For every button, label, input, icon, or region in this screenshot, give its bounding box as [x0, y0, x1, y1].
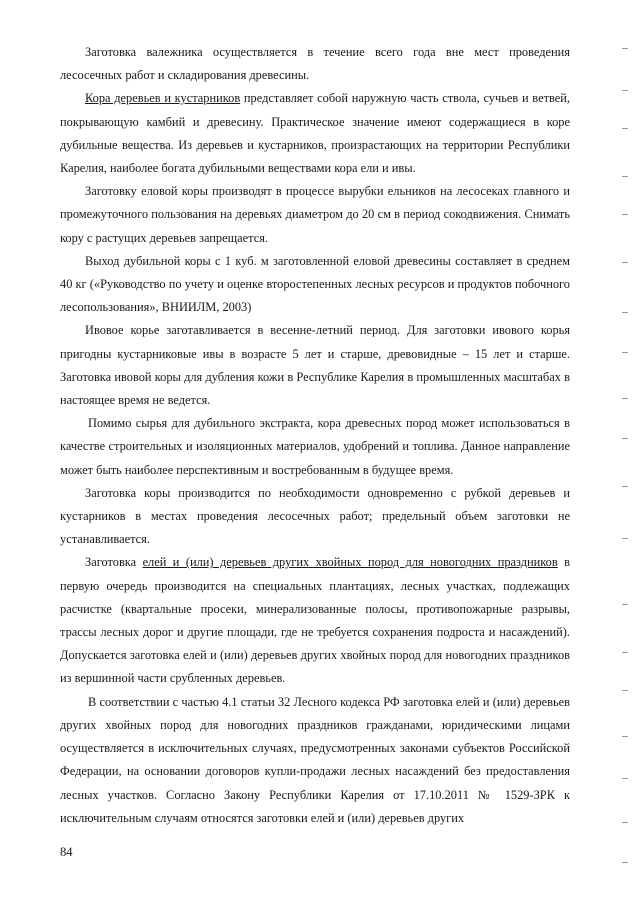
paragraph-willow-bark: [60, 319, 570, 412]
paragraph-text: Заготовка валежника осуществляется в течение всего года вне мест проведения лесосечных работ и складирования древесины.: [60, 45, 570, 83]
scan-artifact: [622, 128, 628, 129]
paragraph-tannin-yield: [60, 250, 570, 320]
scan-artifact: [622, 90, 628, 91]
scan-artifact: [622, 312, 628, 313]
scan-artifact: [622, 862, 628, 863]
paragraph-forest-code: [60, 691, 570, 830]
scan-artifact: [622, 604, 628, 605]
paragraph-bark: [60, 87, 570, 180]
scan-artifact: [622, 486, 628, 487]
page-number: 84: [60, 845, 73, 859]
scan-artifact: [622, 398, 628, 399]
paragraph-text: Заготовка коры производится по необходимости одновременно с рубкой деревьев и кустарников в местах проведения лесосечных работ; предельный объем заготовки не устанавливается.: [60, 485, 570, 547]
scan-artifact: [622, 690, 628, 691]
paragraph-bark-harvest: [60, 482, 570, 552]
paragraph-text: В соответствии с частью 4.1 статьи 32 Лесного кодекса РФ заготовка елей и (или) деревьев других хвойных пород для новогодних праздников гражданами, юридическими лицами осуществляется в исключительных случаях, предусмотренных законами субъектов Российской Федерации, на основании договоров купли-продажи лесных насаждений без предоставления лесных участков. Согласно Закону Республики Карелия от 17.10.2011 № 1529-ЗРК к исключительным случаям относятся заготовки елей и (или) деревьев других: [60, 694, 570, 825]
paragraph-text: Ивовое корье заготавливается в весенне-летний период. Для заготовки ивового корья пригодны кустарниковые ивы в возрасте 5 лет и старше, древовидные – 15 лет и старше. Заготовка ивовой коры для дубления кожи в Республике Карелия в промышленных масштабах в настоящее время не ведется.: [60, 323, 570, 408]
scan-artifact: [622, 822, 628, 823]
underlined-term-bark: Кора деревьев и кустарников: [85, 91, 241, 106]
paragraph-deadwood: [60, 41, 570, 87]
body-text: [60, 41, 570, 830]
paragraph-spruce-bark: [60, 180, 570, 250]
scan-artifact: [622, 48, 628, 49]
scan-artifact: [622, 778, 628, 779]
paragraph-text: Выход дубильной коры с 1 куб. м заготовленной еловой древесины составляет в среднем 40 кг («Руководство по учету и оценке второстепенных лесных ресурсов и продуктов побочного лесопользования», ВНИИЛМ, 2003): [60, 253, 570, 315]
paragraph-bark-uses: [60, 412, 570, 482]
underlined-term-christmas-trees: елей и (или) деревьев других хвойных пород для новогодних праздников: [142, 555, 558, 570]
paragraph-text: в первую очередь производится на специальных плантациях, лесных участках, подлежащих расчистке (квартальные просеки, минерализованные полосы, противопожарные разрывы, трассы лесных дорог и другие площади, где не требуется сохранения подроста и насаждений). Допускается заготовка елей и (или) деревьев других хвойных пород для новогодних праздников из вершинной части срубленных деревьев.: [60, 555, 570, 686]
scan-artifact: [622, 538, 628, 539]
paragraph-text: представляет собой наружную часть ствола, сучьев и ветвей, покрывающую камбий и древесину. Практическое значение имеют содержащиеся в коре дубильные вещества. Из деревьев и кустарников, произрастающих на территории Республики Карелия, наиболее богата дубильными веществами кора ели и ивы.: [60, 91, 571, 176]
paragraph-text: Помимо сырья для дубильного экстракта, кора древесных пород может использоваться в качестве строительных и изоляционных материалов, удобрений и топлива. Данное направление может быть наиболее перспективным и востребованным в будущее время.: [60, 416, 570, 477]
paragraph-text: Заготовка: [85, 555, 143, 570]
scan-artifact: [622, 262, 628, 263]
scan-artifact: [622, 176, 628, 177]
scan-artifact: [622, 652, 628, 653]
scan-artifact: [622, 736, 628, 737]
scan-artifact: [622, 352, 628, 353]
scan-artifact: [622, 438, 628, 439]
scan-artifact: [622, 214, 628, 215]
paragraph-christmas-trees: [60, 551, 570, 690]
paragraph-text: Заготовку еловой коры производят в процессе вырубки ельников на лесосеках главного и промежуточного пользования на деревьях диаметром до 20 см в период сокодвижения. Снимать кору с растущих деревьев запрещается.: [60, 184, 570, 245]
